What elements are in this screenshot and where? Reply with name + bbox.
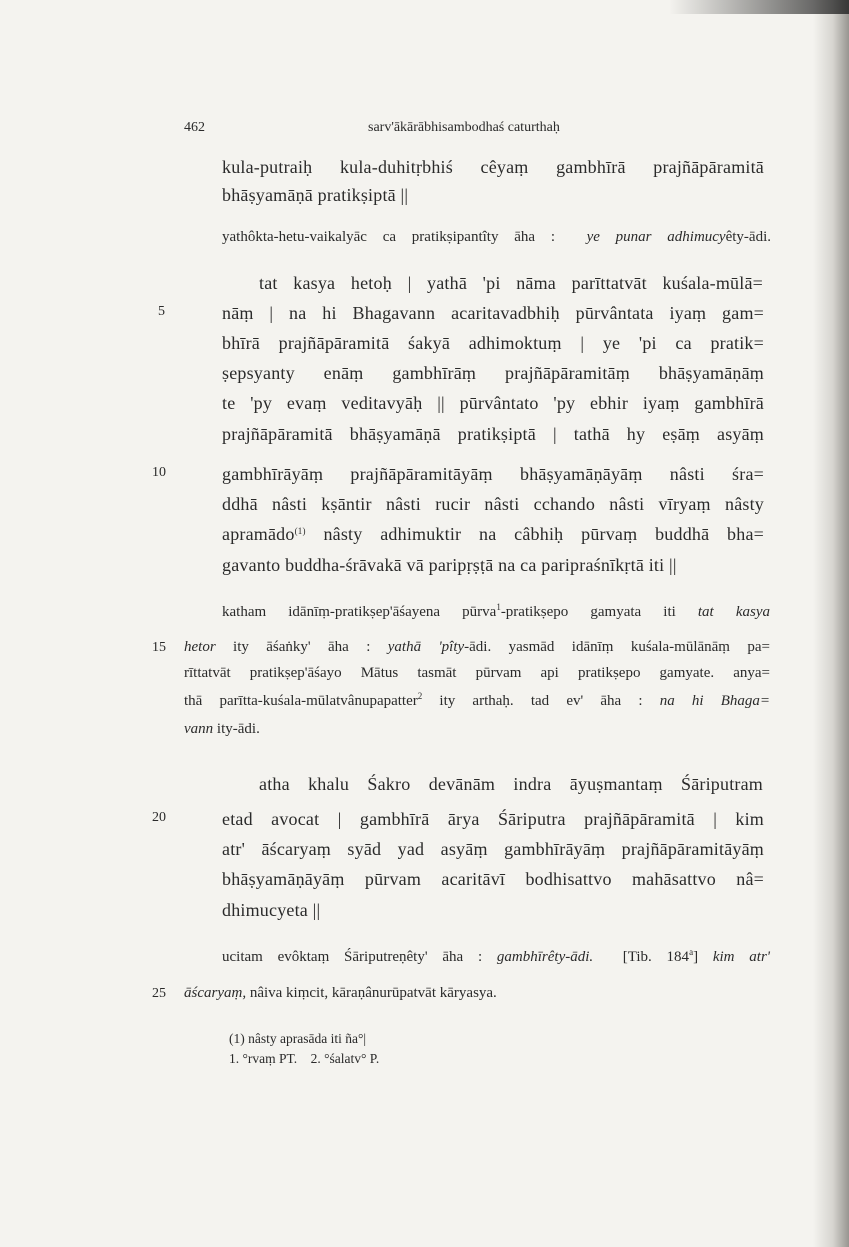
footnote-ref: (1) — [294, 526, 306, 536]
line-number: 5 — [158, 304, 165, 319]
text-line: apramādo$^{(1)}$ nâsty adhimuktir na câbhiḥ pūrvaṃ buddhā bha= — [222, 524, 764, 544]
text-line: gavanto buddha-śrāvakā vā paripṛṣṭā na ca paripraśnīkṛtā iti || — [222, 555, 677, 575]
commentary-line: katham idānīṃ-pratikṣep'āśayena pūrva$^1$-pratikṣepo gamyata iti tat kasya — [222, 602, 770, 620]
text-line: kula-putraiḥ kula-duhitṛbhiś cêyaṃ gambhīrā prajñāpāramitā — [222, 157, 764, 177]
commentary-line: rīttatvāt pratikṣep'āśayo Mātus tasmāt pūrvam api pratikṣepo gamyate. anya= — [184, 665, 770, 681]
text-line: ddhā nâsti kṣāntir nâsti rucir nâsti cchando nâsti vīryaṃ nâsty — [222, 494, 764, 514]
running-title: sarv'ākārābhisambodhaś caturthaḥ — [368, 120, 560, 135]
line-number: 10 — [152, 465, 166, 480]
text-line: atr' āścaryaṃ syād yad asyāṃ gambhīrāyāṃ prajñāpāramitāyāṃ — [222, 839, 764, 859]
text-line: tat kasya hetoḥ | yathā 'pi nāma parīttatvāt kuśala-mūlā= — [259, 273, 763, 293]
commentary-line: vann ity-ādi. — [184, 721, 260, 737]
text-line: bhāṣyamāṇāyāṃ pūrvam acaritāvī bodhisattvo mahāsattvo nâ= — [222, 869, 764, 889]
text-line: prajñāpāramitā bhāṣyamāṇā pratikṣiptā | tathā hy eṣāṃ asyāṃ — [222, 424, 764, 444]
text-line: dhimucyeta || — [222, 900, 321, 920]
line-number: 20 — [152, 810, 166, 825]
page-number: 462 — [184, 120, 205, 135]
text-line: bhāṣyamāṇā pratikṣiptā || — [222, 185, 409, 205]
footnote: (1) nâsty aprasāda iti ña°| — [229, 1031, 367, 1046]
tibetan-ref: [Tib. 184$^a$] — [622, 947, 699, 965]
commentary-line: yathôkta-hetu-vaikalyāc ca pratikṣipantîty āha : ye punar adhimucyêty-ādi. — [222, 229, 771, 245]
line-number: 15 — [152, 640, 166, 655]
page-corner-shadow — [669, 0, 849, 14]
line-number: 25 — [152, 986, 166, 1001]
text-line: bhīrā prajñāpāramitā śakyā adhimoktuṃ | ye 'pi ca pratik= — [222, 333, 764, 353]
text-line: atha khalu Śakro devānām indra āyuṣmantaṃ Śāriputram — [259, 774, 763, 794]
text-line: te 'py evaṃ veditavyāḥ || pūrvântato 'py ebhir iyaṃ gambhīrā — [222, 393, 764, 413]
text-line: ṣepsyanty enāṃ gambhīrāṃ prajñāpāramitāṃ bhāṣyamāṇāṃ — [222, 363, 764, 383]
commentary-line: hetor ity āśaṅky' āha : yathā 'pîty-ādi. yasmād idānīṃ kuśala-mūlānāṃ pa= — [184, 639, 770, 655]
text-line: etad avocat | gambhīrā ārya Śāriputra prajñāpāramitā | kim — [222, 809, 764, 829]
text-line: nāṃ | na hi Bhagavann acaritavadbhiḥ pūrvântata iyaṃ gam= — [222, 303, 764, 323]
commentary-line: āścaryaṃ, nâiva kiṃcit, kāraṇânurūpatvāt kāryasya. — [184, 985, 497, 1001]
footnote: 1. °rvaṃ PT. 2. °śalatv° P. — [229, 1051, 380, 1066]
text-line: gambhīrāyāṃ prajñāpāramitāyāṃ bhāṣyamāṇāyāṃ nâsti śra= — [222, 464, 764, 484]
commentary-line: ucitam evôktaṃ Śāriputreṇêty' āha : gambhīrêty-ādi. [Tib. 184$^a$] kim atr' — [222, 947, 771, 965]
page-edge-shadow — [813, 0, 849, 1247]
commentary-line: thā parītta-kuśala-mūlatvânupapatter$^2$ ity arthaḥ. tad ev' āha : na hi Bhaga= — [184, 691, 771, 709]
